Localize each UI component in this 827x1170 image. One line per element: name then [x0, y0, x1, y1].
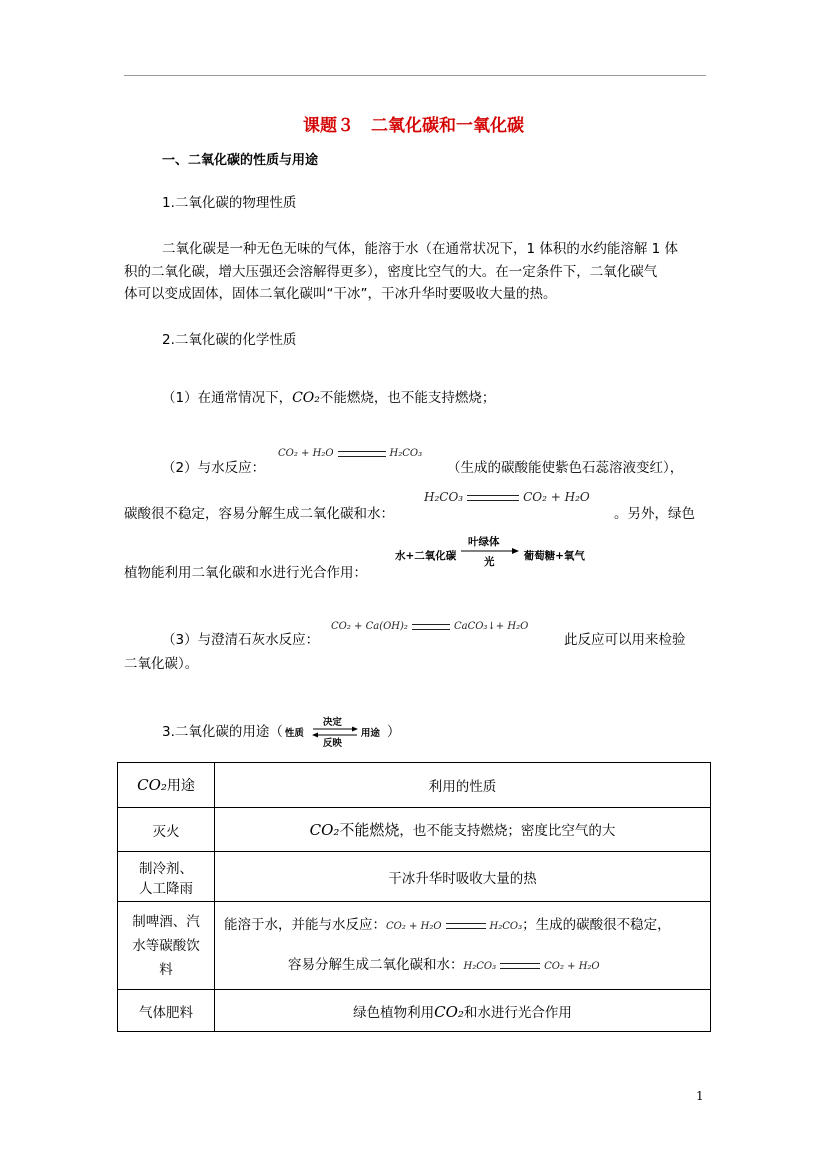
table-row — [118, 902, 711, 990]
header-rule — [124, 75, 706, 76]
relation-left: 性质 — [284, 728, 304, 739]
use-line: 水等碳酸饮 — [132, 937, 200, 954]
property-cell — [215, 808, 711, 852]
property-cell — [215, 902, 711, 990]
uses-relation-diagram — [283, 717, 387, 749]
eq-left: H₂CO₃ — [463, 960, 497, 972]
chem2-suffix: （生成的碳酸能使紫色石蕊溶液变红）， — [447, 460, 684, 476]
co2-uses-table — [117, 762, 711, 1032]
co2-formula: CO₂ — [137, 776, 167, 794]
eq-left: CO₂ + H₂O — [278, 448, 334, 459]
chem-item-1 — [162, 386, 495, 406]
equals-sign — [467, 495, 519, 501]
prop-text: 容易分解生成二氧化碳和水： — [288, 956, 464, 973]
property-cell — [215, 990, 711, 1032]
table-row — [118, 808, 711, 852]
eq-right: CaCO₃↓+ H₂O — [453, 621, 529, 632]
use-cell — [118, 852, 215, 902]
chem3-line2: 二氧化碳）。 — [124, 656, 199, 672]
eq-right: CO₂ + H₂O — [544, 960, 600, 972]
physical-para-line1: 二氧化碳是一种无色无味的气体，能溶于水（在通常状况下，1 体积的水约能溶解 1 体 — [162, 241, 679, 257]
use-line: 料 — [159, 961, 173, 978]
equation-lime-water — [331, 621, 528, 632]
relation-right: 用途 — [360, 728, 380, 739]
equals-sign — [338, 451, 386, 457]
subheading-physical: 1.二氧化碳的物理性质 — [162, 195, 297, 211]
equation-h2co3-decompose — [424, 490, 590, 504]
header-use-label: 用途 — [166, 778, 195, 794]
page-title: 课题３ 二氧化碳和一氧化碳 — [303, 116, 524, 136]
chem2-line3-prefix: 植物能利用二氧化碳和水进行光合作用： — [124, 565, 367, 581]
eq-left: H₂CO₃ — [424, 490, 464, 504]
chem2-line2-prefix: 碳酸很不稳定，容易分解生成二氧化碳和水： — [124, 506, 394, 522]
prop-line1 — [224, 906, 706, 946]
equals-sign — [412, 624, 450, 630]
equation-photosynthesis — [395, 535, 585, 568]
equals-sign — [500, 963, 540, 969]
eq-left: CO₂ + H₂O — [386, 920, 442, 932]
section-heading: 一、二氧化碳的性质与用途 — [162, 153, 319, 168]
table-header-row — [118, 763, 711, 808]
header-property: 利用的性质 — [215, 763, 711, 808]
physical-para-line2: 积的二氧化碳，增大压强还会溶解得更多），密度比空气的大。在一定条件下，二氧化碳气 — [124, 264, 658, 280]
table-row — [118, 990, 711, 1032]
eq-left: CO₂ + Ca(OH)₂ — [331, 621, 408, 632]
prop-formula-suffix: 不能燃烧 — [339, 821, 400, 839]
use-line: 制啤酒、汽 — [132, 913, 200, 930]
co2-formula: CO₂ — [434, 1002, 464, 1021]
chem2-line2-suffix: 。另外，绿色 — [614, 506, 695, 522]
equation-h2co3-decompose — [464, 961, 600, 972]
page-number: 1 — [696, 1089, 704, 1103]
prop-text: 绿色植物利用 — [353, 1004, 435, 1021]
equals-sign — [446, 923, 486, 929]
eq-right: H₂CO₃ — [389, 448, 423, 459]
photo-arrow — [460, 535, 520, 568]
eq-right: H₂CO₃ — [489, 920, 523, 932]
use-cell — [118, 902, 215, 990]
co2-formula: CO₂ — [292, 390, 320, 406]
photo-catalyst: 叶绿体 — [467, 536, 500, 548]
equation-co2-water — [386, 921, 522, 932]
use-line: 制冷剂、 — [139, 860, 193, 877]
photo-condition: 光 — [483, 556, 495, 568]
chem2-prefix: （2）与水反应： — [162, 460, 266, 476]
prop-line2 — [224, 946, 706, 986]
photo-left: 水+二氧化碳 — [395, 549, 457, 562]
prop-text: 和水进行光合作用 — [463, 1004, 572, 1021]
use-cell: 灭火 — [118, 808, 215, 852]
co2-formula: CO₂ — [309, 821, 340, 839]
property-cell: 干冰升华时吸收大量的热 — [215, 852, 711, 902]
prop-text: ；生成的碳酸很不稳定， — [522, 916, 671, 933]
eq-right: CO₂ + H₂O — [523, 490, 590, 504]
equation-co2-water — [278, 448, 422, 459]
prop-text: 能溶于水，并能与水反应： — [224, 916, 386, 933]
chem3-prefix: （3）与澄清石灰水反应： — [162, 632, 320, 648]
use-line: 人工降雨 — [139, 880, 193, 897]
sub3-suffix: ） — [386, 724, 401, 740]
subheading-uses — [162, 717, 401, 749]
relation-top: 决定 — [322, 717, 342, 728]
sub3-prefix: 3.二氧化碳的用途（ — [162, 724, 283, 740]
physical-para-line3: 体可以变成固体，固体二氧化碳叫“干冰”，干冰升华时要吸收大量的热。 — [124, 286, 557, 302]
use-cell: 气体肥料 — [118, 990, 215, 1032]
photo-right: 葡萄糖+氧气 — [523, 549, 585, 562]
table-row — [118, 852, 711, 902]
chem1-suffix: 不能燃烧，也不能支持燃烧； — [319, 390, 496, 406]
header-use — [118, 763, 215, 808]
chem1-prefix: （1）在通常情况下， — [162, 390, 293, 406]
relation-bottom: 反映 — [322, 738, 342, 749]
subheading-chemical: 2.二氧化碳的化学性质 — [162, 332, 297, 348]
chem3-suffix: 此反应可以用来检验 — [564, 632, 686, 648]
prop-rest: ，也不能支持燃烧；密度比空气的大 — [399, 823, 616, 839]
